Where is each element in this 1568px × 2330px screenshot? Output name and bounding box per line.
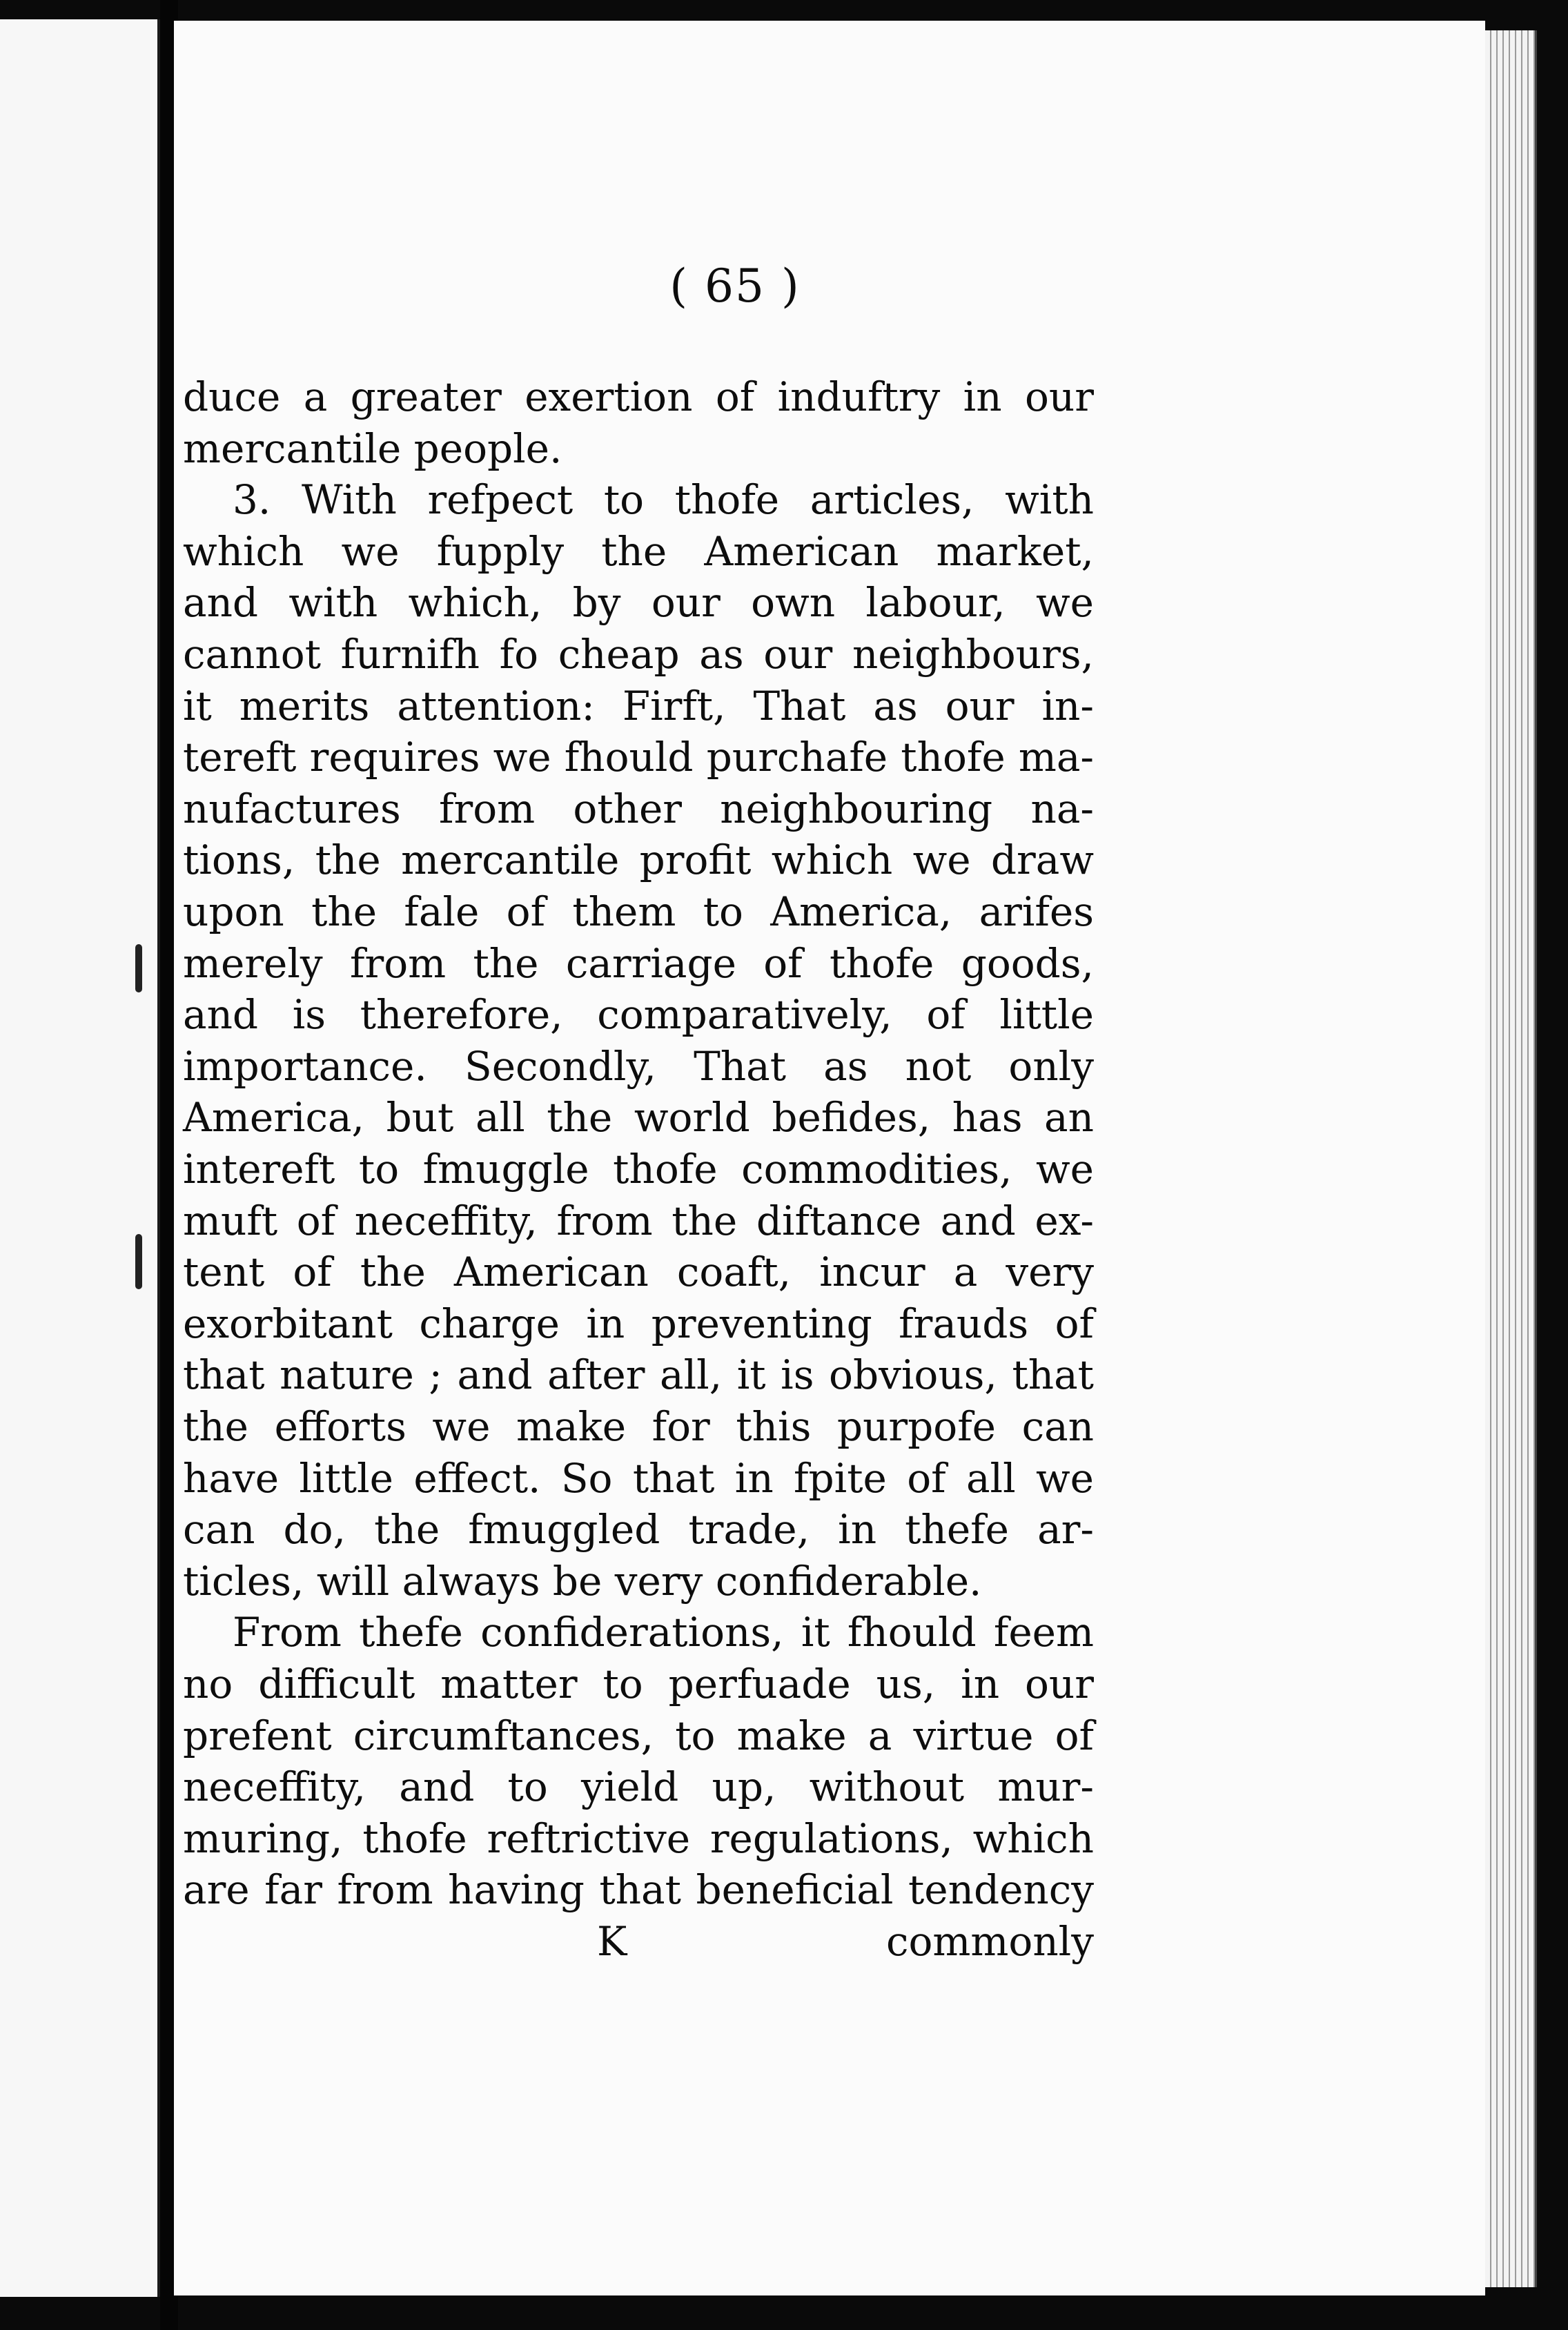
page-number: ( 65 ): [669, 260, 801, 313]
text-line: neceffity, and to yield up, without mur-: [183, 1763, 1094, 1811]
text-line: 3. With refpect to thofe articles, with: [233, 476, 1094, 524]
text-line: and with which, by our own labour, we: [183, 579, 1094, 627]
text-line: which we fupply the American market,: [183, 527, 1094, 575]
text-line: nufactures from other neighbouring na-: [183, 785, 1094, 832]
text-line: can do, the fmuggled trade, in thefe ar-: [183, 1506, 1094, 1554]
text-line: prefent circumftances, to make a virtue of: [183, 1712, 1094, 1759]
text-line: tent of the American coaft, incur a very: [183, 1249, 1094, 1296]
facing-page-mark: [135, 944, 142, 992]
text-line: importance. Secondly, That as not only: [183, 1042, 1094, 1090]
text-line: merely from the carriage of thofe goods,: [183, 939, 1094, 987]
text-line: the efforts we make for this purpofe can: [183, 1403, 1094, 1450]
text-line: muring, thofe reftrictive regulations, which: [183, 1814, 1094, 1862]
page-edges: [1485, 30, 1537, 2287]
text-line: mercantile people.: [183, 424, 562, 472]
text-line: America, but all the world befides, has an: [183, 1094, 1094, 1142]
catchword: commonly: [886, 1918, 1094, 1965]
text-line: intereft to fmuggle thofe commodities, we: [183, 1146, 1094, 1193]
text-line: tereft requires we fhould purchafe thofe ma-: [183, 734, 1094, 781]
footer-row: [183, 1916, 1094, 1967]
facing-page-mark: [135, 1234, 142, 1289]
text-line: cannot furnifh fo cheap as our neighbours,: [183, 631, 1094, 678]
signature-mark: K: [597, 1918, 627, 1965]
text-line: no difficult matter to perfuade us, in our: [183, 1661, 1094, 1707]
text-line: are far from having that beneficial tendency: [183, 1866, 1094, 1914]
text-line: and is therefore, comparatively, of little: [183, 991, 1094, 1039]
text-line: ticles, will always be very confiderable.: [183, 1557, 982, 1605]
text-line: muft of neceffity, from the diftance and ex-: [183, 1197, 1094, 1244]
text-line: exorbitant charge in preventing frauds of: [183, 1300, 1094, 1347]
text-line: have little effect. So that in fpite of all we: [183, 1454, 1094, 1502]
text-line: that nature ; and after all, it is obvious, that: [183, 1351, 1094, 1399]
text-line: From thefe confiderations, it fhould feem: [233, 1609, 1094, 1656]
text-line: tions, the mercantile profit which we draw: [183, 836, 1094, 884]
text-line: upon the fale of them to America, arifes: [183, 888, 1094, 935]
text-line: duce a greater exertion of induftry in our: [183, 373, 1094, 420]
facing-page-edge: [0, 19, 160, 2297]
text-line: it merits attention: Firft, That as our in-: [183, 682, 1094, 730]
